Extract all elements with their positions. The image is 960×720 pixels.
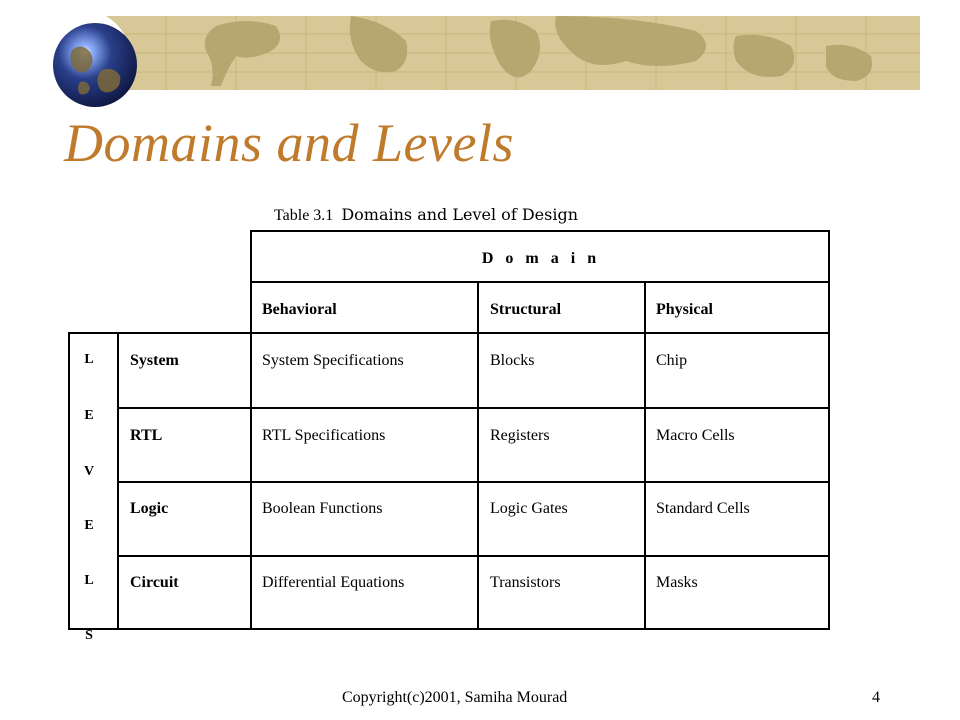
table-cell: Differential Equations [262,574,405,591]
table-line [250,230,830,232]
table-cell: Logic Gates [490,500,568,517]
row-level-system: System [130,352,179,369]
table-cell: Transistors [490,574,561,591]
page-number: 4 [872,689,880,706]
table-line [68,332,70,630]
globe-logo-backdrop [22,8,130,104]
table-line [68,332,830,334]
table-cell: Chip [656,352,688,369]
table-line [250,230,252,630]
domain-header: D o m a i n [481,250,601,267]
row-level-logic: Logic [130,500,169,517]
table-cell: Registers [490,427,550,444]
table-cell: Masks [656,574,698,591]
table-line [68,628,830,630]
table-cell: Macro Cells [656,427,735,444]
table-line [118,555,830,557]
table-line [118,481,830,483]
levels-letter: L [84,573,94,588]
table-cell: Blocks [490,352,535,369]
table-line [118,407,830,409]
table-cell: Boolean Functions [262,500,383,517]
column-header-structural: Structural [490,301,562,318]
globe-icon [50,20,140,110]
row-level-rtl: RTL [130,427,163,444]
table-number: Table 3.1 [274,207,334,224]
table-line [644,281,646,630]
levels-letter: L [84,352,94,367]
column-header-physical: Physical [656,301,713,318]
table-cell: RTL Specifications [262,427,386,444]
levels-letter: E [84,518,94,533]
table-line [117,332,119,630]
slide-title: Domains and Levels [64,113,514,173]
table-cell: System Specifications [262,352,404,369]
table-line [477,281,479,630]
table-line [250,281,830,283]
table-line [828,230,830,630]
row-level-circuit: Circuit [130,574,179,591]
table-title: Domains and Level of Design [341,205,578,224]
table-cell: Standard Cells [656,500,750,517]
levels-letter: S [85,628,93,643]
table-caption [274,205,578,225]
levels-letter: E [84,408,94,423]
levels-letter: V [83,464,95,479]
world-map-banner [96,16,920,90]
column-header-behavioral: Behavioral [262,301,337,318]
copyright-footer: Copyright(c)2001, Samiha Mourad [342,689,568,706]
